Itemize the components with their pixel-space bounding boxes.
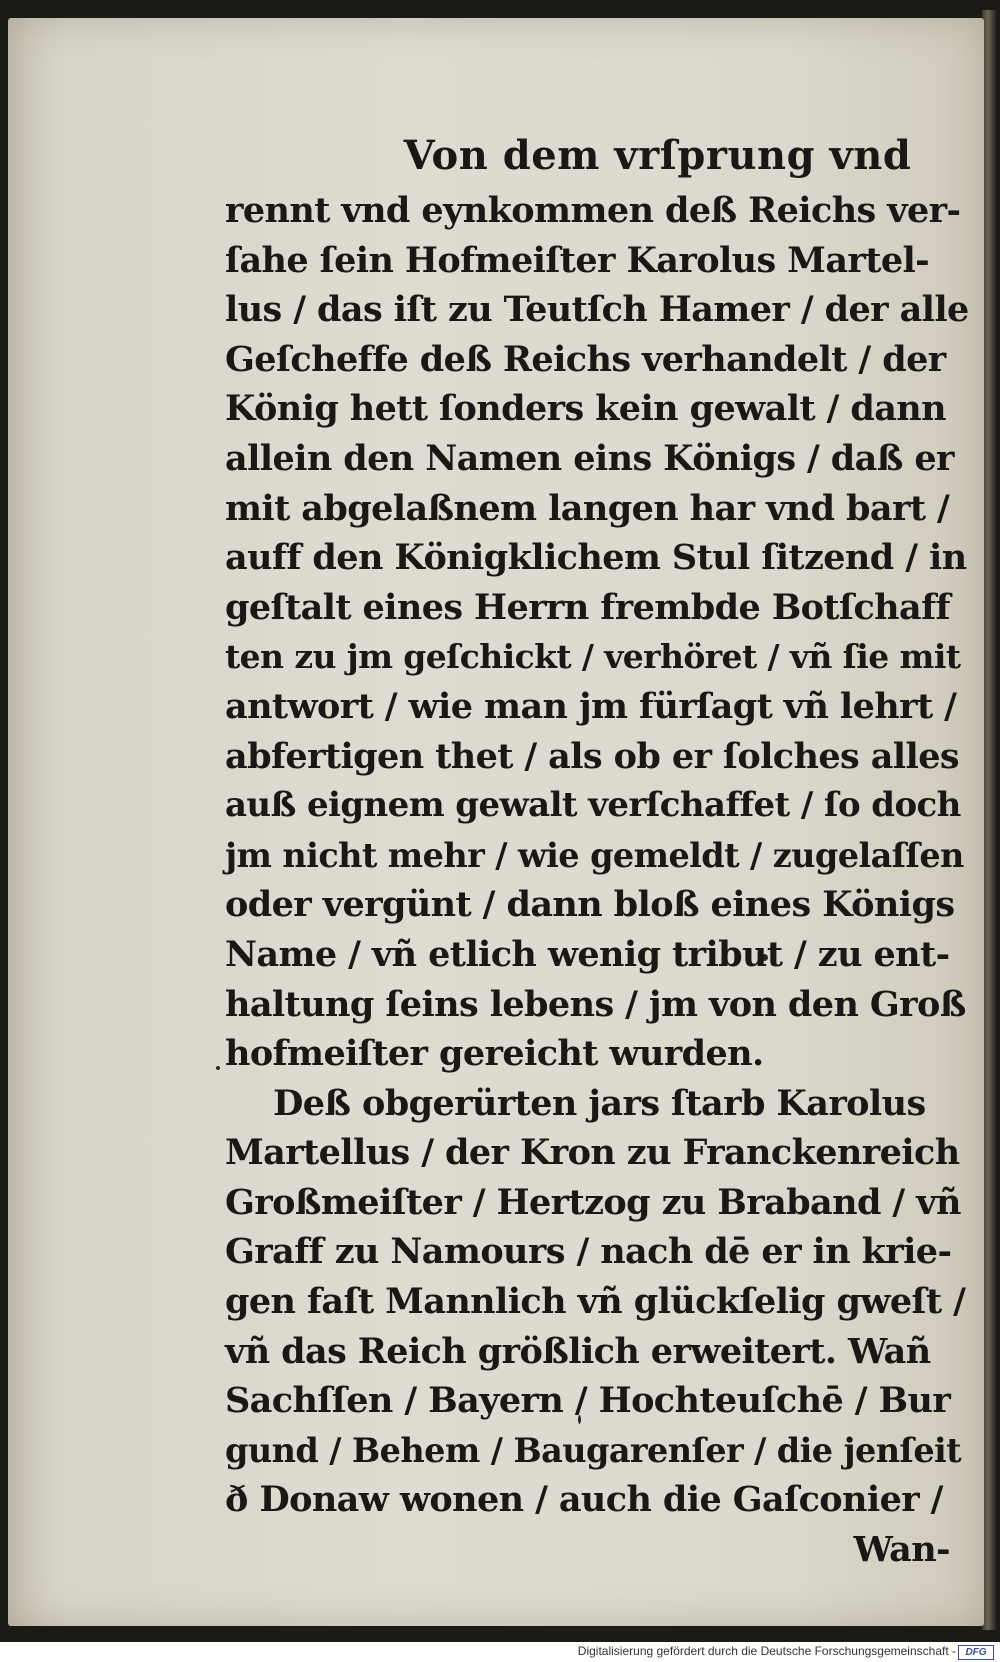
- text-line: Sachſſen / Bayern / Hochteuſchē / Bur: [225, 1380, 951, 1422]
- text-line: auß eignem gewalt verſchaffet / ſo doch: [225, 785, 961, 826]
- text-line: haltung ſeins lebens / jm von den Groß: [225, 983, 966, 1025]
- text-line: Großmeiſter / Hertzog zu Braband / vñ: [225, 1181, 961, 1223]
- text-line: abfertigen thet / als ob er ſolches alles: [225, 735, 959, 777]
- text-line: ſahe ſein Hofmeiſter Karolus Martel-: [225, 239, 930, 281]
- text-line: allein den Namen eins Königs / daß er: [225, 437, 954, 479]
- text-line: jm nicht mehr / wie gemeldt / zugelaſſen: [225, 835, 964, 875]
- text-line: Graff zu Namours / nach dē er in krie-: [225, 1231, 952, 1273]
- ink-speck: [216, 1066, 220, 1070]
- text-line: auff den Königklichem Stul ſitzend / in: [225, 537, 967, 579]
- text-line: antwort / wie man jm fürſagt vñ lehrt /: [225, 685, 957, 727]
- text-line: ð Donaw wonen / auch die Gaſconier /: [225, 1479, 943, 1521]
- dfg-logo: DFG: [958, 1645, 994, 1660]
- text-line: Geſcheffe deß Reichs verhandelt / der: [225, 338, 946, 380]
- text-line: Name / vñ etlich wenig tribut / zu ent-: [225, 933, 950, 975]
- text-line: vñ das Reich größlich erweitert. Wañ: [225, 1330, 931, 1372]
- book-spine-edge: [982, 10, 996, 1630]
- text-line: Martellus / der Kron zu Franckenreich: [225, 1132, 960, 1174]
- text-line: geſtalt eines Herrn frembde Botſchaff: [225, 586, 951, 628]
- funding-credit: Digitalisierung gefördert durch die Deutsche Forschungsgemeinschaft -: [577, 1644, 956, 1658]
- text-line: oder vergünt / dann bloß eines Königs: [225, 884, 955, 926]
- text-line: gen faſt Mannlich vñ glückſelig gweſt /: [225, 1281, 966, 1323]
- text-line: gund / Behem / Baugarenſer / die jenſeit: [225, 1430, 962, 1470]
- running-head: Von dem vrſprung vnd: [403, 132, 912, 179]
- text-line: rennt vnd eynkommen deß Reichs ver-: [225, 190, 961, 231]
- text-block: [225, 130, 970, 1575]
- text-line: mit abgelaßnem langen har vnd bart /: [225, 487, 950, 529]
- text-line: ten zu jm geſchickt / verhöret / vñ ſie mit: [225, 637, 961, 677]
- text-line: lus / das iſt zu Teutſch Hamer / der alle: [225, 289, 969, 331]
- paragraph-start-line: Deß obgerürten jars ſtarb Karolus: [273, 1082, 926, 1124]
- text-line: hofmeiſter gereicht wurden.: [225, 1033, 764, 1075]
- text-line: König hett ſonders kein gewalt / dann: [225, 388, 947, 430]
- digitization-footer: [0, 1642, 1000, 1662]
- catchword: Wan-: [853, 1529, 950, 1571]
